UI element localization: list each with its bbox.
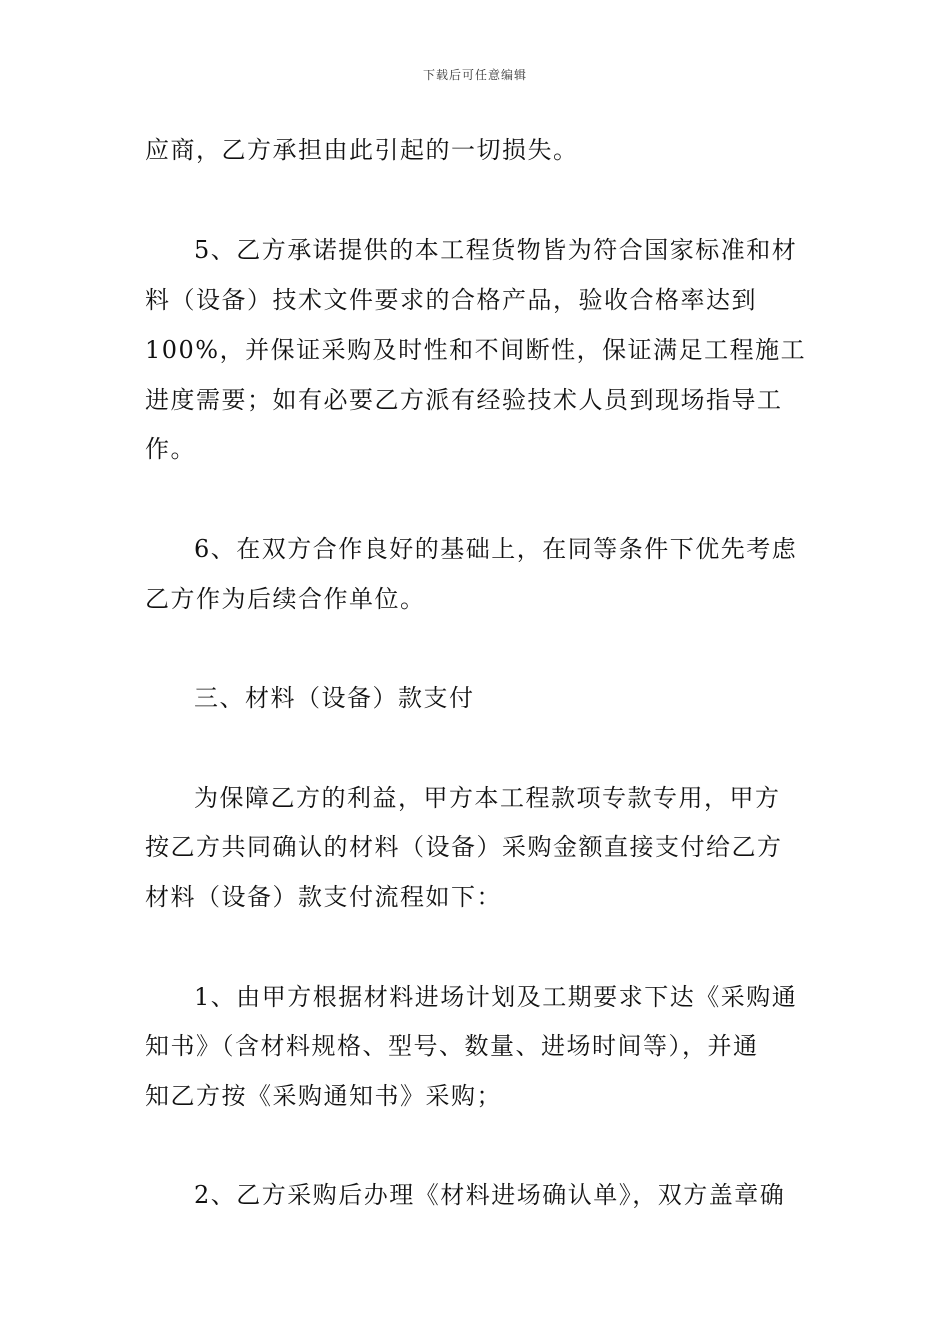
paragraph-5-line: 100%，并保证采购及时性和不间断性，保证满足工程施工 [145,336,807,364]
paragraph-5-line: 料（设备）技术文件要求的合格产品，验收合格率达到 [145,286,757,314]
step-1-line: 知书》（含材料规格、型号、数量、进场时间等），并通 [145,1032,759,1060]
text-line: 应商，乙方承担由此引起的一切损失。 [145,136,579,164]
paragraph-5-line: 作。 [145,435,196,463]
step-1-line: 1、由甲方根据材料进场计划及工期要求下达《采购通 [194,983,798,1011]
header-note: 下载后可任意编辑 [422,68,527,82]
step-1-line: 知乙方按《采购通知书》采购； [145,1082,502,1110]
paragraph-6-line: 6、在双方合作良好的基础上，在同等条件下优先考虑 [194,535,798,563]
paragraph-5-line: 5、乙方承诺提供的本工程货物皆为符合国家标准和材 [194,236,798,264]
payment-intro-line: 按乙方共同确认的材料（设备）采购金额直接支付给乙方 [145,833,783,861]
paragraph-6-line: 乙方作为后续合作单位。 [145,585,426,613]
paragraph-5-line: 进度需要；如有必要乙方派有经验技术人员到现场指导工 [145,386,783,414]
payment-intro-line: 材料（设备）款支付流程如下： [145,883,502,911]
section-heading: 三、材料（设备）款支付 [194,684,475,712]
payment-intro-line: 为保障乙方的利益，甲方本工程款项专款专用，甲方 [194,784,781,812]
step-2-line: 2、乙方采购后办理《材料进场确认单》，双方盖章确 [194,1181,786,1209]
